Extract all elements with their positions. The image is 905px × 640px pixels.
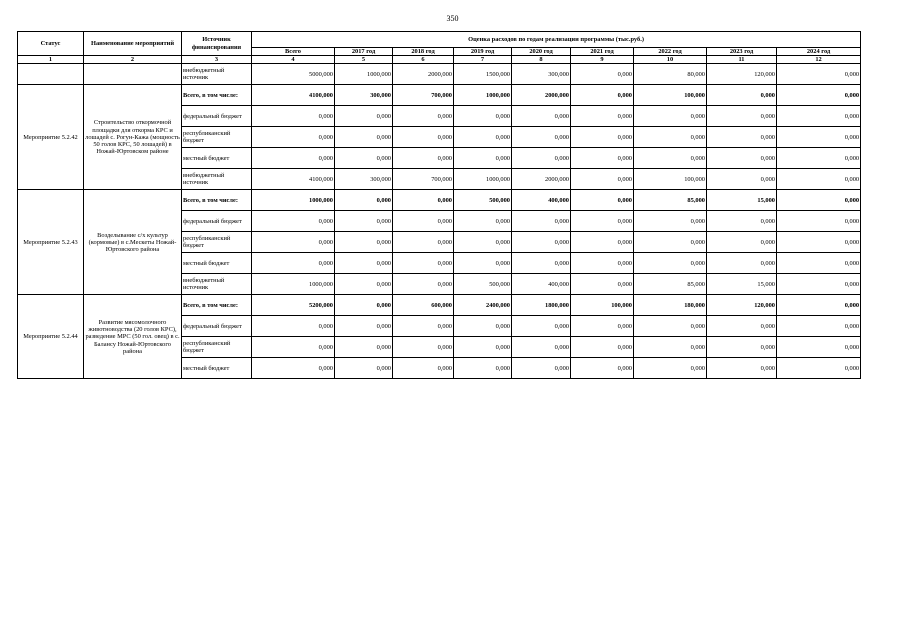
value-cell: 0,000 [571,169,634,190]
value-cell: 85,000 [634,190,707,211]
value-cell: 1000,000 [454,85,512,106]
value-cell: 0,000 [335,148,393,169]
value-cell: 0,000 [252,211,335,232]
header-year-2019: 2019 год [454,48,512,56]
value-cell: 15,000 [707,190,777,211]
value-cell: 0,000 [393,211,454,232]
value-cell: 0,000 [571,253,634,274]
measure-status: Мероприятие 5.2.44 [18,295,84,379]
value-cell: 0,000 [252,253,335,274]
value-cell: 1500,000 [454,64,512,85]
value-cell: 0,000 [634,211,707,232]
header-year-2024: 2024 год [777,48,861,56]
value-cell: 0,000 [777,148,861,169]
value-cell: 2400,000 [454,295,512,316]
value-cell: 0,000 [335,190,393,211]
value-cell: 0,000 [571,127,634,148]
value-cell: 0,000 [252,232,335,253]
value-cell: 0,000 [393,337,454,358]
value-cell: 0,000 [777,274,861,295]
table-row [18,64,861,85]
source-cell: местный бюджет [182,358,252,379]
header-year-2017: 2017 год [335,48,393,56]
value-cell: 0,000 [777,190,861,211]
value-cell: 0,000 [335,295,393,316]
column-number: 4 [252,56,335,64]
value-cell: 0,000 [335,337,393,358]
value-cell: 0,000 [512,127,571,148]
value-cell: 0,000 [571,274,634,295]
value-cell: 0,000 [335,127,393,148]
value-cell: 0,000 [512,316,571,337]
value-cell: 0,000 [512,211,571,232]
value-cell: 0,000 [707,211,777,232]
value-cell: 0,000 [777,232,861,253]
value-cell: 0,000 [571,64,634,85]
status-cell [18,64,84,85]
value-cell: 0,000 [512,232,571,253]
source-cell: Всего, в том числе: [182,190,252,211]
value-cell: 0,000 [512,148,571,169]
value-cell: 0,000 [393,274,454,295]
value-cell: 0,000 [252,337,335,358]
value-cell: 0,000 [454,127,512,148]
value-cell: 0,000 [252,316,335,337]
value-cell: 0,000 [393,232,454,253]
header-year-total: Всего [252,48,335,56]
value-cell: 0,000 [335,253,393,274]
value-cell: 0,000 [454,358,512,379]
source-cell: внебюджетный источник [182,169,252,190]
value-cell: 400,000 [512,190,571,211]
value-cell: 5200,000 [252,295,335,316]
value-cell: 0,000 [512,253,571,274]
source-cell: местный бюджет [182,253,252,274]
source-cell: республиканский бюджет [182,337,252,358]
value-cell: 0,000 [571,232,634,253]
value-cell: 0,000 [512,106,571,127]
column-number: 3 [182,56,252,64]
source-cell: внебюджетный источник [182,274,252,295]
value-cell: 4100,000 [252,169,335,190]
value-cell: 300,000 [512,64,571,85]
value-cell: 5000,000 [252,64,335,85]
value-cell: 0,000 [393,127,454,148]
value-cell: 1000,000 [335,64,393,85]
value-cell: 0,000 [512,337,571,358]
value-cell: 0,000 [634,253,707,274]
value-cell: 300,000 [335,169,393,190]
value-cell: 500,000 [454,274,512,295]
value-cell: 0,000 [454,148,512,169]
value-cell: 0,000 [252,148,335,169]
table-row [18,295,861,316]
value-cell: 0,000 [777,316,861,337]
value-cell: 0,000 [252,358,335,379]
value-cell: 0,000 [634,358,707,379]
column-number: 6 [393,56,454,64]
value-cell: 0,000 [393,253,454,274]
value-cell: 0,000 [634,337,707,358]
value-cell: 0,000 [393,106,454,127]
value-cell: 500,000 [454,190,512,211]
value-cell: 0,000 [571,316,634,337]
value-cell: 0,000 [335,232,393,253]
header-year-2021: 2021 год [571,48,634,56]
column-number: 10 [634,56,707,64]
measure-status: Мероприятие 5.2.43 [18,190,84,295]
column-number: 8 [512,56,571,64]
budget-table [17,31,861,379]
value-cell: 0,000 [571,85,634,106]
source-cell: федеральный бюджет [182,211,252,232]
source-cell: внебюджетный источник [182,64,252,85]
header-year-2020: 2020 год [512,48,571,56]
column-number: 2 [84,56,182,64]
value-cell: 0,000 [252,106,335,127]
value-cell: 0,000 [777,127,861,148]
source-cell: Всего, в том числе: [182,85,252,106]
value-cell: 0,000 [634,127,707,148]
header-name: Наименование мероприятий [84,32,182,56]
value-cell: 0,000 [707,127,777,148]
value-cell: 2000,000 [393,64,454,85]
column-number: 1 [18,56,84,64]
header-estimate: Оценка расходов по годам реализации программы (тыс.руб.) [252,32,861,48]
value-cell: 0,000 [335,211,393,232]
value-cell: 4100,000 [252,85,335,106]
value-cell: 0,000 [454,316,512,337]
value-cell: 80,000 [634,64,707,85]
source-cell: местный бюджет [182,148,252,169]
header-status: Статус [18,32,84,56]
value-cell: 0,000 [571,358,634,379]
column-number: 9 [571,56,634,64]
value-cell: 0,000 [707,253,777,274]
value-cell: 0,000 [707,148,777,169]
value-cell: 0,000 [454,211,512,232]
value-cell: 0,000 [335,274,393,295]
value-cell: 700,000 [393,169,454,190]
measure-name: Строительство откормочной площадки для откорма КРС и лошадей с. Рогун-Кажа (мощность 50 голов КРС, 50 лошадей) в Ножай-Юртовском районе [84,85,182,190]
value-cell: 120,000 [707,64,777,85]
value-cell: 700,000 [393,85,454,106]
value-cell: 2000,000 [512,169,571,190]
measure-name: Развитие мясомолочного животноводства (20 голов КРС), разведение МРС (50 гол. овец) в с. Балансу Ножай-Юртовского района [84,295,182,379]
source-cell: Всего, в том числе: [182,295,252,316]
value-cell: 0,000 [335,106,393,127]
value-cell: 1000,000 [252,190,335,211]
value-cell: 0,000 [777,64,861,85]
value-cell: 0,000 [571,211,634,232]
value-cell: 0,000 [634,232,707,253]
column-number-row [18,56,861,64]
value-cell: 0,000 [777,358,861,379]
source-cell: республиканский бюджет [182,127,252,148]
value-cell: 15,000 [707,274,777,295]
header-year-2022: 2022 год [634,48,707,56]
value-cell: 85,000 [634,274,707,295]
value-cell: 0,000 [512,358,571,379]
value-cell: 0,000 [393,148,454,169]
value-cell: 0,000 [707,85,777,106]
value-cell: 2000,000 [512,85,571,106]
measure-status: Мероприятие 5.2.42 [18,85,84,190]
value-cell: 1000,000 [252,274,335,295]
value-cell: 0,000 [252,127,335,148]
value-cell: 0,000 [393,316,454,337]
value-cell: 0,000 [707,337,777,358]
value-cell: 0,000 [707,358,777,379]
value-cell: 0,000 [634,148,707,169]
value-cell: 100,000 [634,169,707,190]
table-row [18,190,861,211]
value-cell: 0,000 [454,253,512,274]
header-year-2023: 2023 год [707,48,777,56]
value-cell: 0,000 [393,358,454,379]
value-cell: 0,000 [777,253,861,274]
value-cell: 1000,000 [454,169,512,190]
value-cell: 0,000 [571,106,634,127]
value-cell: 0,000 [335,358,393,379]
value-cell: 0,000 [777,211,861,232]
value-cell: 1800,000 [512,295,571,316]
value-cell: 0,000 [571,148,634,169]
source-cell: федеральный бюджет [182,316,252,337]
value-cell: 0,000 [454,337,512,358]
value-cell: 0,000 [634,106,707,127]
column-number: 12 [777,56,861,64]
value-cell: 100,000 [571,295,634,316]
value-cell: 0,000 [777,169,861,190]
page-number: 350 [446,14,459,23]
header-source: Источник финансирования [182,32,252,56]
value-cell: 0,000 [454,106,512,127]
value-cell: 400,000 [512,274,571,295]
table-row [18,85,861,106]
value-cell: 180,000 [634,295,707,316]
header-year-2018: 2018 год [393,48,454,56]
value-cell: 600,000 [393,295,454,316]
value-cell: 0,000 [393,190,454,211]
value-cell: 0,000 [707,106,777,127]
value-cell: 0,000 [777,106,861,127]
column-number: 7 [454,56,512,64]
value-cell: 0,000 [571,337,634,358]
name-cell [84,64,182,85]
value-cell: 120,000 [707,295,777,316]
value-cell: 0,000 [707,169,777,190]
column-number: 11 [707,56,777,64]
value-cell: 0,000 [634,316,707,337]
value-cell: 0,000 [777,337,861,358]
value-cell: 0,000 [777,295,861,316]
value-cell: 100,000 [634,85,707,106]
column-number: 5 [335,56,393,64]
value-cell: 0,000 [707,316,777,337]
measure-name: Возделывание с/х культур (кормовые) в с.Мескеты Ножай-Юртовского района [84,190,182,295]
value-cell: 0,000 [777,85,861,106]
value-cell: 0,000 [571,190,634,211]
value-cell: 0,000 [335,316,393,337]
value-cell: 300,000 [335,85,393,106]
source-cell: республиканский бюджет [182,232,252,253]
source-cell: федеральный бюджет [182,106,252,127]
value-cell: 0,000 [707,232,777,253]
value-cell: 0,000 [454,232,512,253]
